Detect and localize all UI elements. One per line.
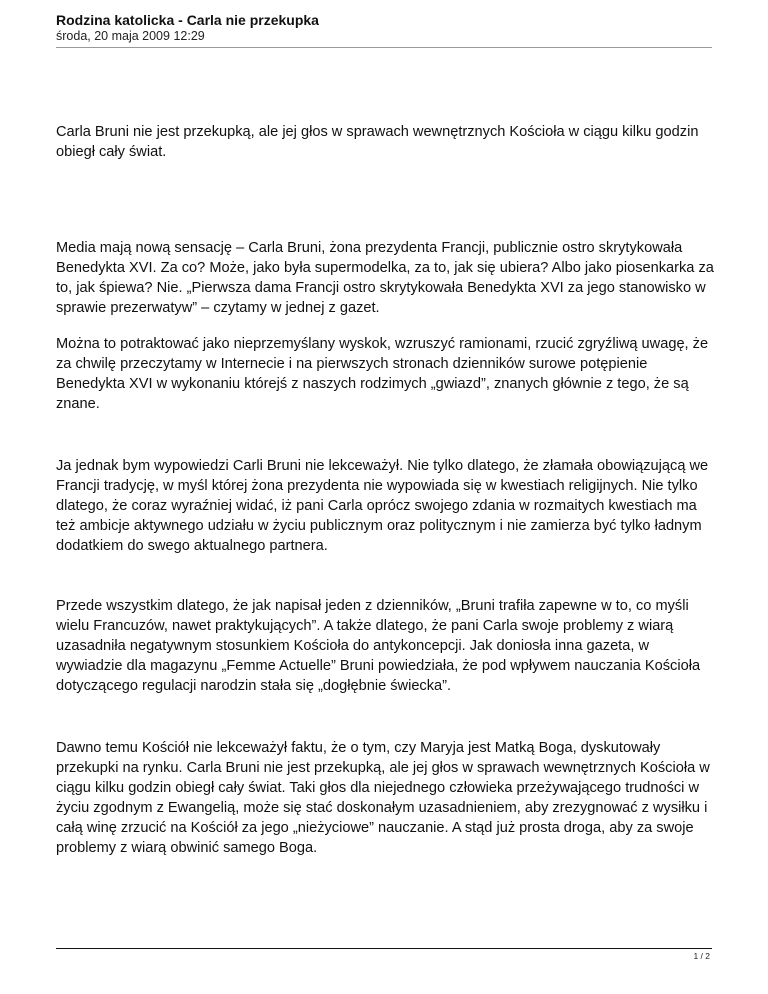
paragraph-2: Media mają nową sensację – Carla Bruni, żona prezydenta Francji, publicznie ostro skrytykowała Benedykta XVI. Za co? Może, jako była supermodelka, za to, jak się ubiera? Albo jako piosenkarka za to, jak śpiewa? Nie. „Pierwsza dama Francji ostro skrytykowała Benedykta XVI za jego stanowisko w sprawie prezerwatyw” – czytamy w jednej z gazet. bbox=[56, 240, 714, 316]
footer-divider bbox=[56, 948, 712, 949]
paragraph-5: Przede wszystkim dlatego, że jak napisał jeden z dzienników, „Bruni trafiła zapewne w to, co myśli wielu Francuzów, nawet praktykujących”. A także dlatego, że pani Carla swoje problemy z wiarą uzasadniła negatywnym stosunkiem Kościoła do antykoncepcji. Jak doniosła inna gazeta, w wywiadzie dla magazynu „Femme Actuelle” Bruni powiedziała, że pod wpływem nauczania Kościoła dotyczącego regulacji narodzin stała się „dogłębnie świecka”. bbox=[56, 598, 701, 694]
paragraph-3: Można to potraktować jako nieprzemyślany wyskok, wzruszyć ramionami, rzucić zgryźliwą uwagę, że za chwilę przeczytamy w Internecie i na pierwszych stronach dzienników surowe potępienie Benedykta XVI w wykonaniu którejś z naszych rodzimych „gwiazd”, znanych głównie z tego, że są znane. bbox=[56, 336, 709, 412]
article-date: środa, 20 maja 2009 12:29 bbox=[56, 29, 205, 43]
page-number: 1 / 2 bbox=[693, 951, 710, 961]
header-divider bbox=[56, 47, 712, 48]
paragraph-4: Ja jednak bym wypowiedzi Carli Bruni nie lekceważył. Nie tylko dlatego, że złamała obowiązującą we Francji tradycję, w myśl której żona prezydenta nie wypowiada się w kwestiach religijnych. Nie tylko dlatego, że coraz wyraźniej widać, iż pani Carla oprócz swojego zdania w rozmaitych kwestiach ma też ambicje aktywnego udziału w życiu publicznym oraz politycznym i nie zamierza być tylko ładnym dodatkiem do swego aktualnego partnera. bbox=[56, 458, 709, 554]
paragraph-6: Dawno temu Kościół nie lekceważył faktu, że o tym, czy Maryja jest Matką Boga, dyskutowały przekupki na rynku. Carla Bruni nie jest przekupką, ale jej głos w sprawach wewnętrznych Kościoła w ciągu kilku godzin obiegł cały świat. Taki głos dla niejednego człowieka przeżywającego trudności w życiu zgodnym z Ewangelią, może się stać doskonałym uzasadnieniem, aby zrezygnować z wysiłku i całą winę zrzucić na Kościół za jego „nieżyciowe” nauczanie. A stąd już prosta droga, aby za swoje problemy z wiarą obwinić samego Boga. bbox=[56, 740, 710, 856]
article-header bbox=[56, 12, 712, 44]
article-title: Rodzina katolicka - Carla nie przekupka bbox=[56, 12, 319, 28]
paragraph-1: Carla Bruni nie jest przekupką, ale jej głos w sprawach wewnętrznych Kościoła w ciągu kilku godzin obiegł cały świat. bbox=[56, 124, 699, 160]
